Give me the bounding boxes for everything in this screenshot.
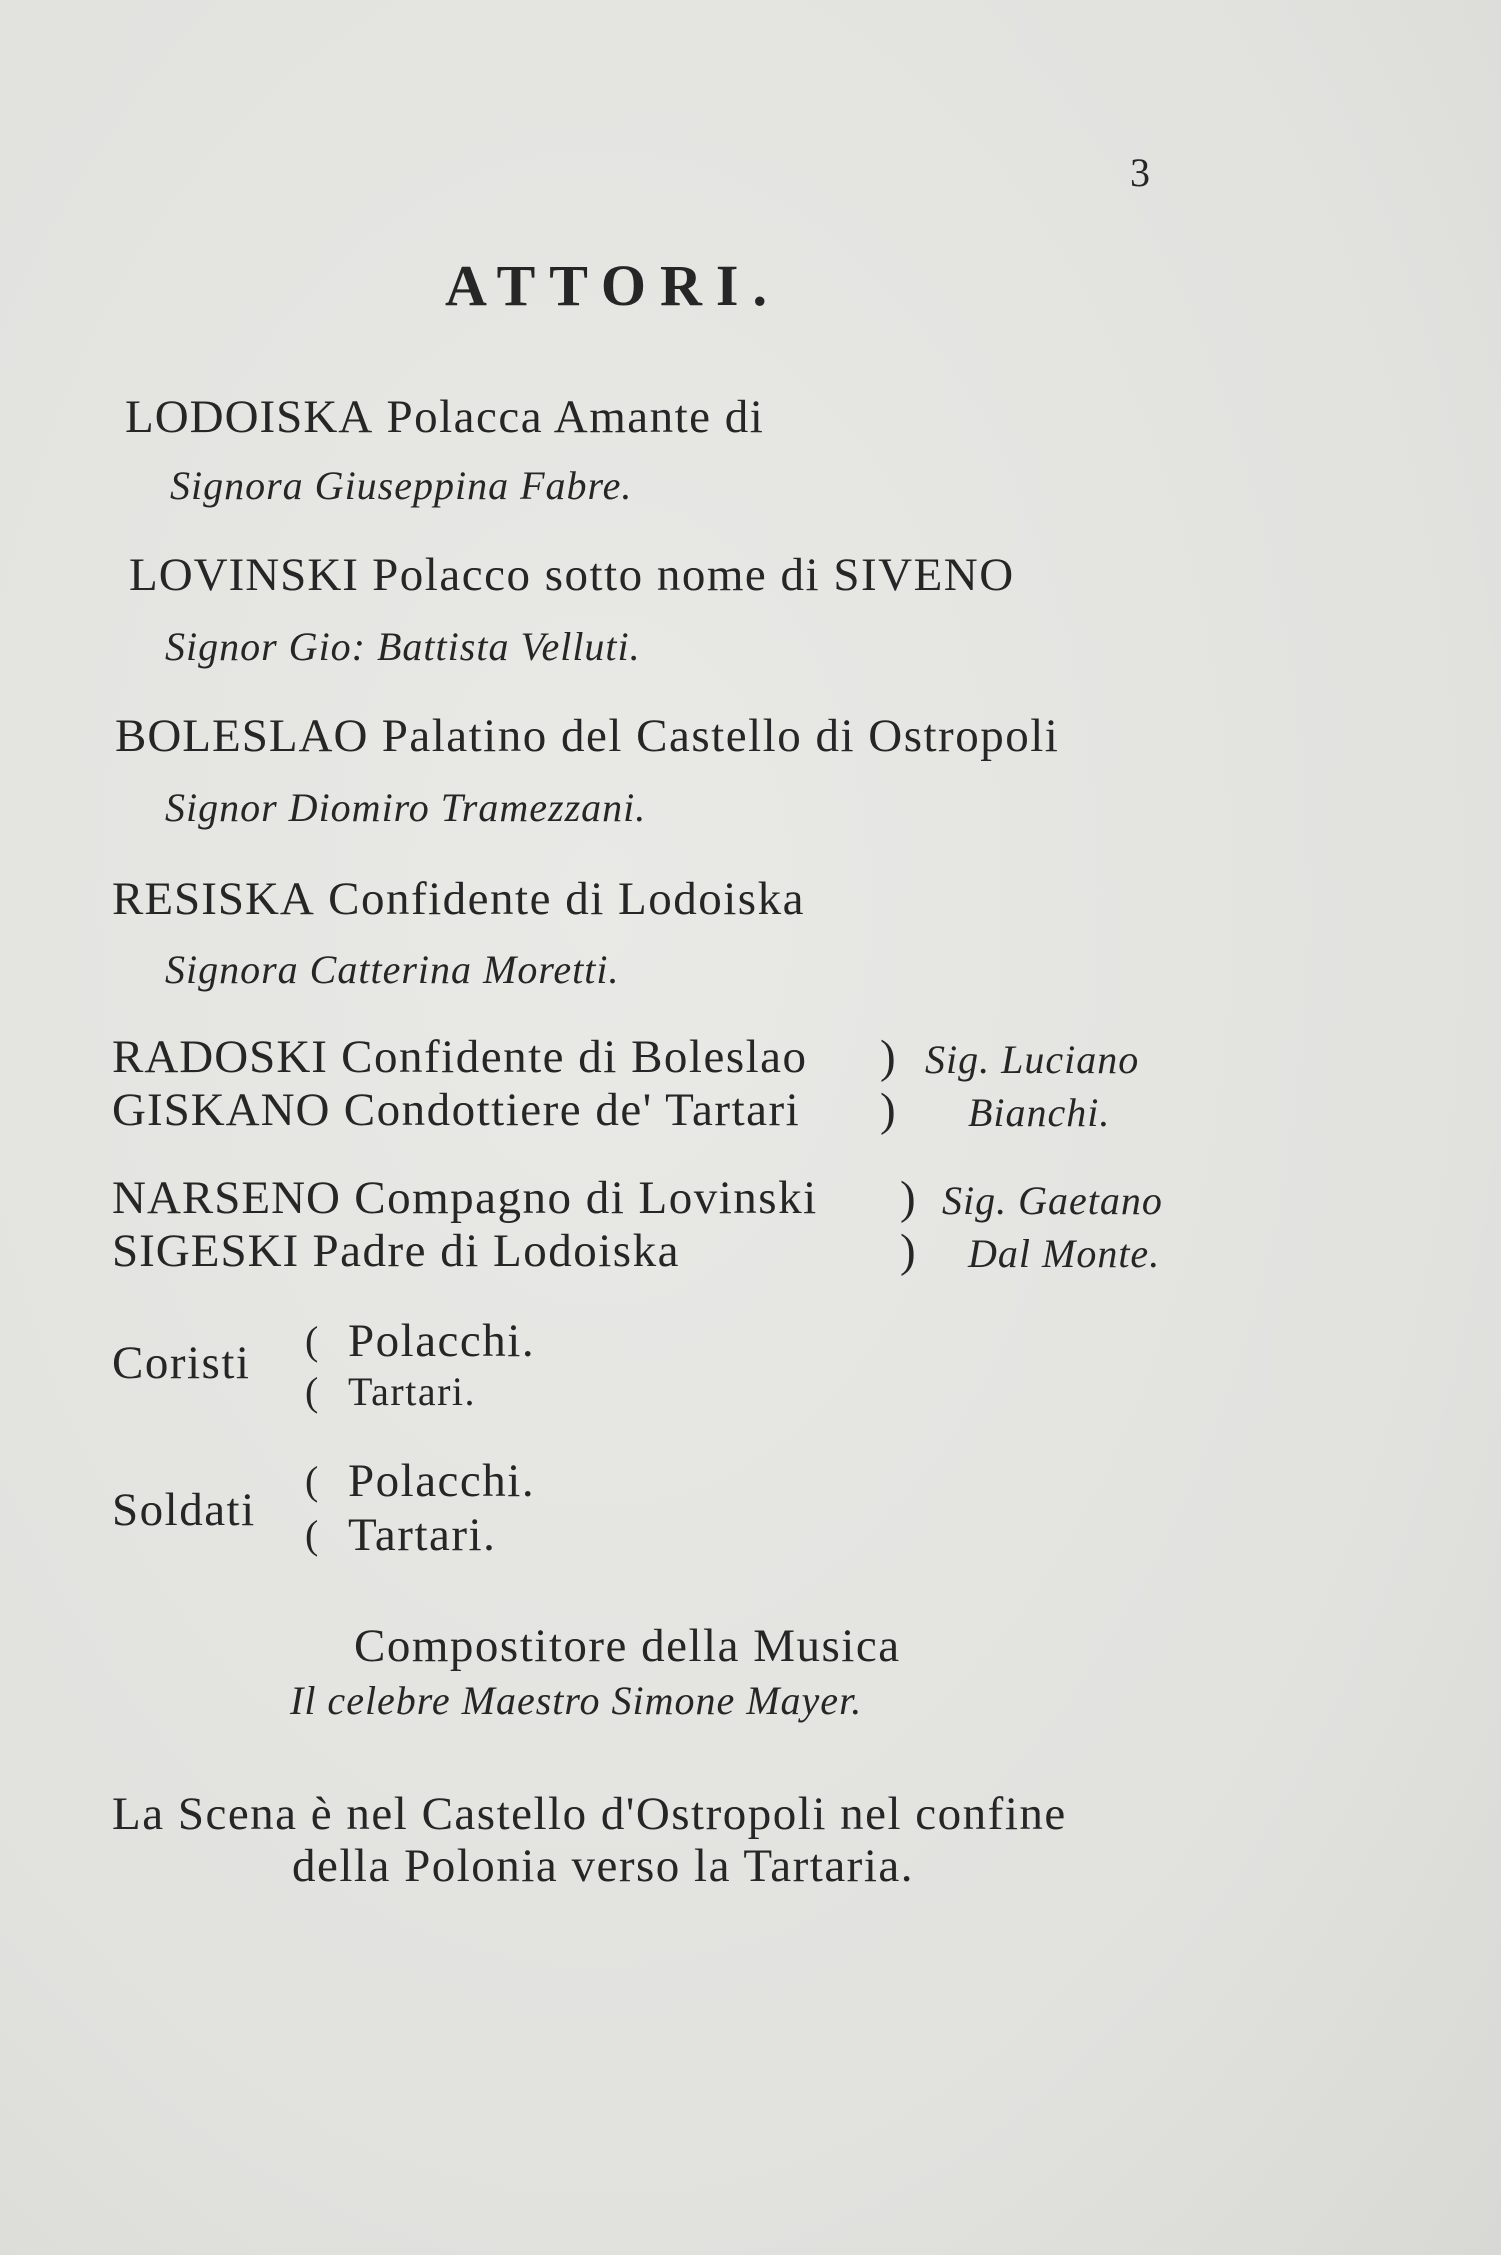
performer-name: Signora Catterina Moretti.: [165, 947, 620, 992]
performer-name: Signor Gio: Battista Velluti.: [165, 624, 641, 669]
role-name: SIGESKI: [112, 1225, 300, 1277]
role-name: LOVINSKI: [129, 549, 359, 601]
bracket-icon: (: [305, 1512, 320, 1557]
bracket-icon: (: [305, 1318, 320, 1363]
group-label: Soldati: [112, 1484, 256, 1536]
bracket-icon: ): [880, 1031, 898, 1083]
role-description: Confidente di Lodoiska: [328, 873, 805, 925]
role-name: BOLESLAO: [115, 710, 369, 762]
bracket-icon: (: [305, 1369, 320, 1414]
role-description: Polacca Amante di: [386, 391, 765, 443]
cast-role-line: [115, 708, 1059, 764]
cast-role-line: [112, 871, 805, 927]
role-description: Padre di Lodoiska: [312, 1225, 680, 1277]
role-name: RESISKA: [112, 873, 315, 925]
cast-role-line: [112, 1223, 680, 1279]
cast-role-line: [112, 1082, 800, 1138]
role-description: Compagno di Lovinski: [354, 1172, 818, 1224]
bracket-icon: (: [305, 1458, 320, 1503]
group-item: Polacchi.: [348, 1455, 536, 1507]
cast-role-line: [112, 1170, 818, 1226]
role-name: NARSENO: [112, 1172, 341, 1224]
group-item: Polacchi.: [348, 1315, 536, 1367]
group-item: Tartari.: [348, 1369, 477, 1414]
role-name: RADOSKI: [112, 1031, 328, 1083]
scene-line-2: della Polonia verso la Tartaria.: [292, 1840, 915, 1892]
role-description: Condottiere de' Tartari: [343, 1084, 801, 1136]
performer-name: Sig. Gaetano: [942, 1178, 1163, 1223]
role-description: Palatino del Castello di Ostropoli: [381, 710, 1060, 762]
role-name: GISKANO: [112, 1084, 331, 1136]
bracket-icon: ): [880, 1084, 898, 1136]
cast-role-line: [129, 547, 1015, 603]
role-description: Polacco sotto nome di SIVENO: [372, 549, 1015, 601]
cast-role-line: [125, 389, 764, 445]
role-description: Confidente di Boleslao: [341, 1031, 808, 1083]
performer-name: Sig. Luciano: [925, 1037, 1140, 1082]
group-label: Coristi: [112, 1337, 251, 1389]
composer-heading: Compostitore della Musica: [354, 1620, 901, 1672]
bracket-icon: ): [900, 1172, 918, 1224]
page-title: ATTORI.: [445, 253, 781, 318]
composer-name: Il celebre Maestro Simone Mayer.: [290, 1678, 863, 1723]
role-name: LODOISKA: [125, 391, 374, 443]
performer-name: Signor Diomiro Tramezzani.: [165, 785, 647, 830]
page-number: 3: [1130, 150, 1152, 195]
performer-name: Signora Giuseppina Fabre.: [170, 463, 633, 508]
cast-role-line: [112, 1029, 808, 1085]
bracket-icon: ): [900, 1225, 918, 1277]
performer-name: Dal Monte.: [968, 1231, 1161, 1276]
scene-line-1: La Scena è nel Castello d'Ostropoli nel confine: [112, 1788, 1067, 1840]
group-item: Tartari.: [348, 1509, 497, 1561]
performer-name: Bianchi.: [968, 1090, 1111, 1135]
